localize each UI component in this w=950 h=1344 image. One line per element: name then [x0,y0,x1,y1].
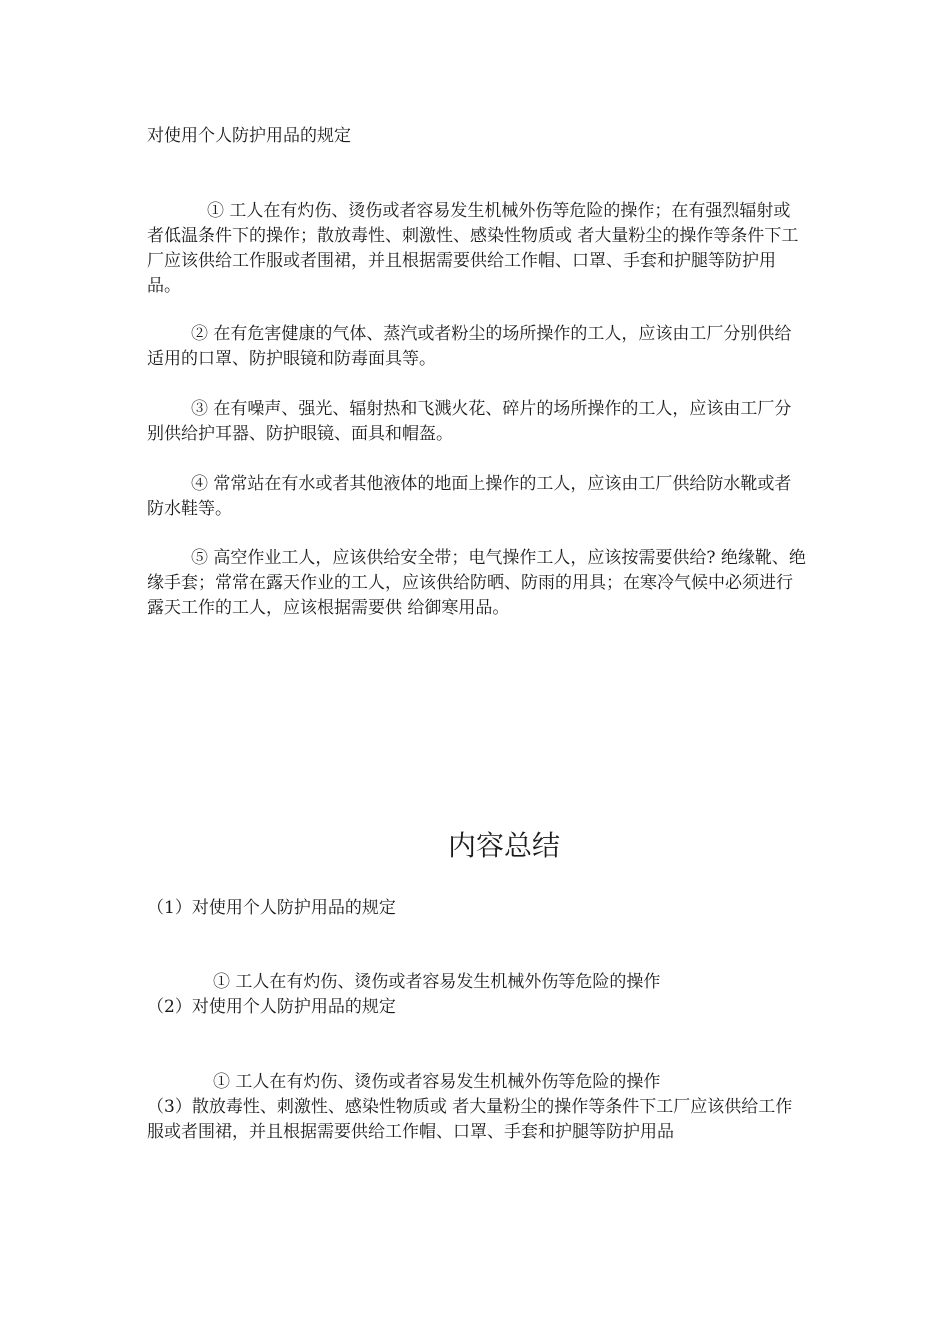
summary-item-3-heading: （3）散放毒性、刺激性、感染性物质或 者大量粉尘的操作等条件下工厂应该供给工作服或者围裙，并且根据需要供给工作帽、口罩、手套和护腿等防护用品 [147,1097,793,1142]
document-title: 对使用个人防护用品的规定 [147,126,351,146]
paragraph-1: ① 工人在有灼伤、烫伤或者容易发生机械外伤等危险的操作；在有强烈辐射或者低温条件下的操作；散放毒性、刺激性、感染性物质或 者大量粉尘的操作等条件下工厂应该供给工作服或者围裙，并且根据需要供给工作帽、口罩、手套和护腿等防护用品。 [147,201,799,296]
summary-item-2-heading: （2）对使用个人防护用品的规定 [147,997,396,1017]
summary-item-2-sub: ① 工人在有灼伤、烫伤或者容易发生机械外伤等危险的操作 [213,1072,661,1092]
summary-title: 内容总结 [447,829,560,862]
summary-item-1-sub: ① 工人在有灼伤、烫伤或者容易发生机械外伤等危险的操作 [213,972,661,992]
paragraph-3: ③ 在有噪声、强光、辐射热和飞溅火花、碎片的场所操作的工人，应该由工厂分别供给护耳器、防护眼镜、面具和帽盔。 [147,399,792,444]
paragraph-2: ② 在有危害健康的气体、蒸汽或者粉尘的场所操作的工人，应该由工厂分别供给适用的口罩、防护眼镜和防毒面具等。 [147,324,792,369]
paragraph-5: ⑤ 高空作业工人，应该供给安全带；电气操作工人，应该按需要供给? 绝缘靴、绝缘手套；常常在露天作业的工人，应该供给防晒、防雨的用具；在寒冷气候中必须进行露天工作的工人，应该根据需要供 给御寒用品。 [147,548,806,618]
summary-item-1-heading: （1）对使用个人防护用品的规定 [147,898,396,918]
paragraph-4: ④ 常常站在有水或者其他液体的地面上操作的工人，应该由工厂供给防水靴或者防水鞋等。 [147,474,792,519]
